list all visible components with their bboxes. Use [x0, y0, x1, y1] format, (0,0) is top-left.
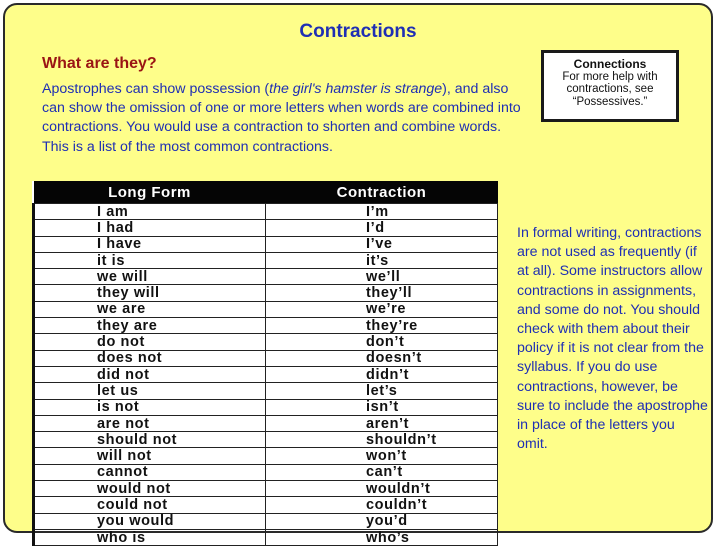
contraction-cell: who’s	[266, 529, 498, 545]
table-row	[34, 432, 498, 448]
contraction-cell: couldn’t	[266, 497, 498, 513]
contractions-table	[32, 181, 498, 546]
contraction-cell: we’re	[266, 301, 498, 317]
table-row	[34, 334, 498, 350]
long-form-cell: cannot	[34, 464, 266, 480]
table-row	[34, 383, 498, 399]
long-form-cell: could not	[34, 497, 266, 513]
contraction-cell: I’d	[266, 220, 498, 236]
long-form-cell: do not	[34, 334, 266, 350]
table-row	[34, 318, 498, 334]
long-form-cell: are not	[34, 415, 266, 431]
long-form-cell: would not	[34, 481, 266, 497]
long-form-cell: they are	[34, 318, 266, 334]
table-row	[34, 464, 498, 480]
contraction-cell: I’m	[266, 204, 498, 220]
long-form-cell: does not	[34, 350, 266, 366]
contraction-cell: they’re	[266, 318, 498, 334]
contraction-cell: don’t	[266, 334, 498, 350]
table-row	[34, 366, 498, 382]
table-row	[34, 204, 498, 220]
long-form-cell: you would	[34, 513, 266, 529]
contraction-cell: isn’t	[266, 399, 498, 415]
table-row	[34, 497, 498, 513]
long-form-cell: they will	[34, 285, 266, 301]
table-row	[34, 399, 498, 415]
connections-heading: Connections	[573, 57, 647, 71]
table-row	[34, 529, 498, 545]
long-form-cell: is not	[34, 399, 266, 415]
intro-text-start: Apostrophes can show possession (	[42, 81, 270, 97]
intro-text-end: ), and also can show the omission of one or more letters when words are combined into contractions. You would use a contraction to shorten and combine words. This is a list of the most common contractions.	[42, 81, 521, 155]
table-row	[34, 513, 498, 529]
contraction-cell: doesn’t	[266, 350, 498, 366]
table-row	[34, 269, 498, 285]
table-row	[34, 350, 498, 366]
table-row	[34, 285, 498, 301]
connections-text: For more help with contractions, see “Possessives.”	[562, 70, 658, 108]
contraction-cell: aren’t	[266, 415, 498, 431]
header-long-form: Long Form	[34, 181, 266, 204]
contraction-cell: didn’t	[266, 366, 498, 382]
long-form-cell: I am	[34, 204, 266, 220]
table-row	[34, 448, 498, 464]
table-row	[34, 236, 498, 252]
contraction-cell: you’d	[266, 513, 498, 529]
contractions-table-image	[32, 181, 498, 546]
table-row	[34, 415, 498, 431]
table-row	[34, 252, 498, 268]
table-row	[34, 301, 498, 317]
long-form-cell: I have	[34, 236, 266, 252]
contraction-cell: they’ll	[266, 285, 498, 301]
table-row	[34, 220, 498, 236]
page-title: Contractions	[299, 21, 417, 42]
long-form-cell: who is	[34, 529, 266, 545]
long-form-cell: will not	[34, 448, 266, 464]
contraction-cell: wouldn’t	[266, 481, 498, 497]
side-note: In formal writing, contractions are not used as frequently (if at all). Some instructors allow contractions in assignments, and some do not. You should check with them about their policy if it is not clear from the syllabus. If you do use contractions, however, be sure to include the apostrophe in place of the letters you omit.	[517, 225, 708, 453]
contraction-cell: I’ve	[266, 236, 498, 252]
intro-example: the girl's hamster is strange	[269, 81, 443, 97]
long-form-cell: did not	[34, 366, 266, 382]
long-form-cell: it is	[34, 252, 266, 268]
contraction-cell: let’s	[266, 383, 498, 399]
contraction-cell: shouldn’t	[266, 432, 498, 448]
connections-box	[541, 50, 679, 122]
long-form-cell: we are	[34, 301, 266, 317]
long-form-cell: let us	[34, 383, 266, 399]
contraction-cell: can’t	[266, 464, 498, 480]
table-header-row	[34, 181, 498, 204]
long-form-cell: we will	[34, 269, 266, 285]
contraction-cell: we’ll	[266, 269, 498, 285]
slide	[3, 3, 713, 546]
table-row	[34, 481, 498, 497]
long-form-cell: I had	[34, 220, 266, 236]
long-form-cell: should not	[34, 432, 266, 448]
section-heading: What are they?	[42, 55, 157, 72]
table-body	[34, 204, 498, 546]
contraction-cell: it’s	[266, 252, 498, 268]
intro-paragraph	[42, 80, 527, 157]
header-contraction: Contraction	[266, 181, 498, 204]
contraction-cell: won’t	[266, 448, 498, 464]
